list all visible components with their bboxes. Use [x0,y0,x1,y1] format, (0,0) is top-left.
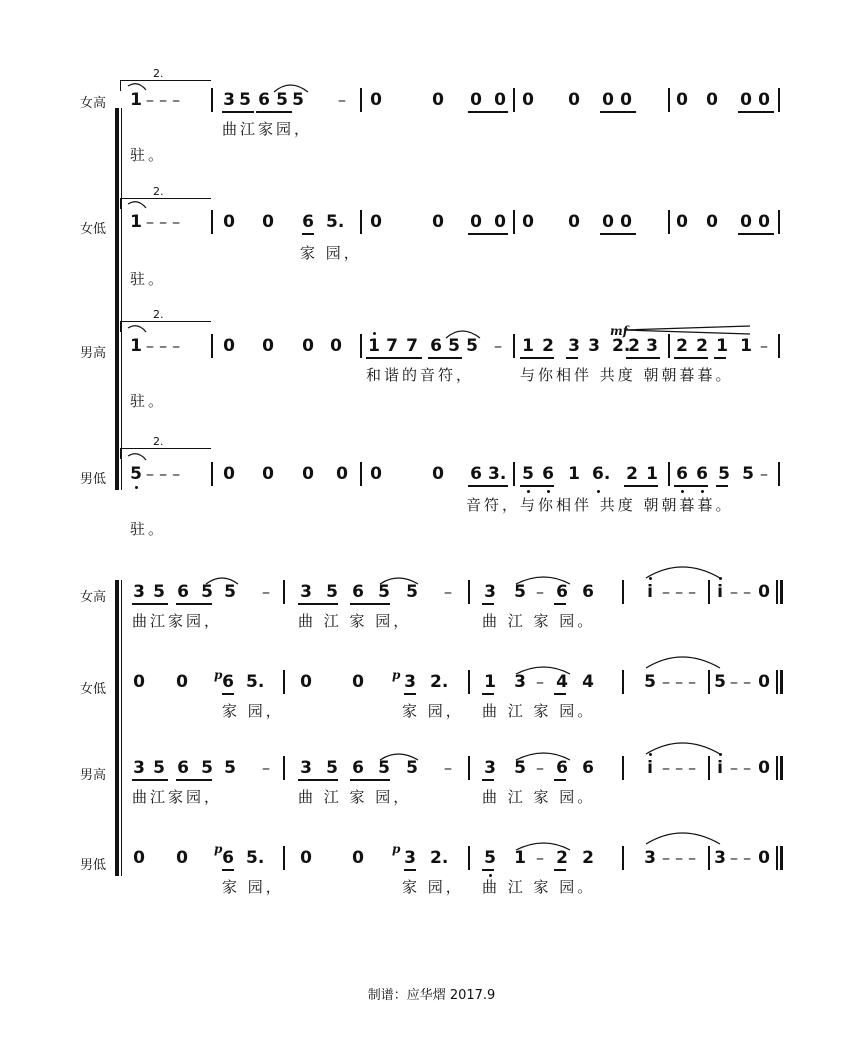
slur [380,754,418,760]
lyric-soprano-2b: 曲 江 家 园， [298,612,412,630]
lyric-soprano-2a: 曲江家园， [132,612,223,630]
volta-number: 2. [153,67,164,80]
voice-label-tenor-1: 男高 [80,346,107,361]
note: 0 [432,90,444,110]
note: 5 [292,90,304,110]
dash: – – – [662,582,697,601]
dash: – [536,758,544,777]
note: 2 [582,848,594,868]
lyric-alto-2c: 曲 江 家 园。 [482,702,596,720]
dash: – [338,90,346,109]
lyric-tenor-2c: 曲 江 家 园。 [482,788,596,806]
note: 0 [676,212,688,232]
note: 3 [404,848,416,868]
note: 1 [130,90,142,110]
note: 3 [646,336,658,356]
note: 6 [470,464,482,484]
note: 0 [370,90,382,110]
dash: – – – [146,464,181,483]
lyric-bass-2c: 曲 江 家 园。 [482,878,596,896]
note: 5 [276,90,288,110]
lyric-alto-2b: 家 园， [402,702,464,720]
lyric-bass-2a: 家 园， [222,878,284,896]
note: 4 [582,672,594,692]
voice-label-alto-1: 女低 [80,222,107,237]
note: 0 [758,758,770,778]
dash: – [494,336,502,355]
note: 6 [352,758,364,778]
note: 2. [430,672,449,692]
lyric-bass-1: 音符，与你相伴 共度 朝朝暮暮。 [466,496,734,514]
dash: – – [730,758,752,777]
note: 0 [758,212,770,232]
note: 6 [556,582,568,602]
note: 6 [430,336,442,356]
slur [128,84,146,90]
slur [516,753,570,760]
note: 6 [222,848,234,868]
note: 0 [620,212,632,232]
note: 1 [368,336,380,356]
note: 0 [336,464,348,484]
note: 0 [758,582,770,602]
lyric-tenor-1b: 与你相伴 共度 朝朝暮暮。 [520,366,734,384]
note: 5 [514,582,526,602]
note: 5 [239,90,251,110]
note: 5. [246,848,265,868]
note: 1 [568,464,580,484]
note: 0 [223,212,235,232]
note: 0 [758,848,770,868]
note-high: i [717,758,723,778]
note: 3 [714,848,726,868]
note: 5 [153,758,165,778]
note: 5 [153,582,165,602]
dash: – – – [146,212,181,231]
note: 0 [262,336,274,356]
note: 3 [484,758,496,778]
note: 3 [133,758,145,778]
volta-number: 2. [153,308,164,321]
note: 5 [326,582,338,602]
note: 1 [514,848,526,868]
note: 6 [222,672,234,692]
note: 5 [484,848,496,868]
slur [516,667,570,674]
note: 5 [714,672,726,692]
note: 0 [676,90,688,110]
end-lyric-tenor-1: 驻。 [130,392,167,410]
end-lyric-soprano-1: 驻。 [130,146,167,164]
note: 2 [628,336,640,356]
note: 4 [556,672,568,692]
note: 5 [514,758,526,778]
note: 7 [386,336,398,356]
dash: – [536,672,544,691]
note: 0 [262,464,274,484]
note: 0 [432,464,444,484]
note: 2 [556,848,568,868]
note: 0 [568,212,580,232]
lyric-alto-2a: 家 园， [222,702,284,720]
note: 3 [404,672,416,692]
dash: – – [730,582,752,601]
note: 5 [522,464,534,484]
voice-label-bass-2: 男低 [80,858,107,873]
note: 0 [706,90,718,110]
note: 3 [644,848,656,868]
note: 0 [494,212,506,232]
note-high: i [647,758,653,778]
lyric-bass-2b: 家 园， [402,878,464,896]
note: 1 [646,464,658,484]
dash: – [444,582,452,601]
note: 0 [470,90,482,110]
note: 6 [582,582,594,602]
note: 6 [177,758,189,778]
note: 3 [223,90,235,110]
note: 0 [706,212,718,232]
slur [274,85,308,92]
volta-number: 2. [153,185,164,198]
note: 6 [582,758,594,778]
dash: – – – [146,90,181,109]
note: 5 [406,758,418,778]
note: 0 [352,672,364,692]
note: 0 [176,672,188,692]
note: 6 [696,464,708,484]
note: 5 [466,336,478,356]
note: 0 [522,212,534,232]
note: 0 [176,848,188,868]
voice-label-bass-1: 男低 [80,472,107,487]
note: 5 [718,464,730,484]
note: 0 [758,90,770,110]
note: 6 [676,464,688,484]
slur [206,578,238,584]
dash: – – [730,848,752,867]
dynamic-p: p [392,668,401,682]
note: 0 [740,90,752,110]
dynamic-mf: mf [610,324,628,338]
note: 2 [696,336,708,356]
note: 5 [378,582,390,602]
end-lyric-bass-1: 驻。 [130,520,167,538]
note: 5 [224,758,236,778]
note-high: i [647,582,653,602]
tie [646,743,720,754]
dash: – – – [146,336,181,355]
lyric-alto-1: 家 园， [300,244,362,262]
note: 0 [370,212,382,232]
note: 0 [758,672,770,692]
note: 3 [300,582,312,602]
dash: – – – [662,758,697,777]
note: 2 [542,336,554,356]
note: 3 [514,672,526,692]
note: 0 [302,464,314,484]
dynamic-p: p [392,842,401,856]
voice-label-tenor-2: 男高 [80,768,107,783]
note: 1 [130,336,142,356]
dash: – [536,582,544,601]
slur [516,577,570,584]
dash: – – [730,672,752,691]
note: 2 [626,464,638,484]
note: 3. [488,464,507,484]
tie [646,833,720,844]
note: 2 [676,336,688,356]
note: 5 [406,582,418,602]
slur [128,202,146,208]
slur [128,326,146,332]
voice-label-alto-2: 女低 [80,682,107,697]
slur [128,454,146,460]
note: 0 [352,848,364,868]
note: 0 [432,212,444,232]
lyric-tenor-1a: 和谐的音符， [366,366,475,384]
dash: – [760,336,768,355]
lyric-soprano-2c: 曲 江 家 园。 [482,612,596,630]
lyric-tenor-2b: 曲 江 家 园， [298,788,412,806]
note: 0 [300,672,312,692]
dash: – [262,758,270,777]
note: 5 [201,758,213,778]
note: 6 [302,212,314,232]
note-high: i [717,582,723,602]
slur [516,843,570,850]
slur [446,331,480,338]
footer-credit: 制谱：应华熠 2017.9 [367,988,496,1003]
end-lyric-alto-1: 驻。 [130,270,167,288]
note: 5 [326,758,338,778]
volta-number: 2. [153,435,164,448]
note: 0 [330,336,342,356]
note: 0 [223,464,235,484]
dash: – [262,582,270,601]
note: 3 [133,582,145,602]
note: 3 [300,758,312,778]
note: 0 [522,90,534,110]
note: 3 [484,582,496,602]
note: 0 [602,90,614,110]
note: 0 [370,464,382,484]
voice-label-soprano-2: 女高 [80,590,107,605]
note: 5. [246,672,265,692]
dynamic-p: p [214,668,223,682]
note: 6 [177,582,189,602]
note: 5 [378,758,390,778]
note: 1 [740,336,752,356]
note: 0 [133,848,145,868]
note: 3 [588,336,600,356]
tie [646,657,720,668]
note: 5 [224,582,236,602]
note: 1 [484,672,496,692]
dash: – – – [662,848,697,867]
note: 5 [448,336,460,356]
note: 1 [130,212,142,232]
note: 0 [620,90,632,110]
dash: – [536,848,544,867]
note: 0 [133,672,145,692]
note: 2. [430,848,449,868]
dynamic-p: p [214,842,223,856]
note: 0 [494,90,506,110]
note: 6. [592,464,611,484]
note: 0 [470,212,482,232]
note: 6 [352,582,364,602]
lyric-tenor-2a: 曲江家园， [132,788,223,806]
dash: – – – [662,672,697,691]
note: 6 [258,90,270,110]
note: 5. [326,212,345,232]
note: 0 [262,212,274,232]
note: 5 [130,464,142,484]
note: 1 [716,336,728,356]
dash: – [444,758,452,777]
note: 0 [568,90,580,110]
slur [380,578,418,584]
note: 6 [542,464,554,484]
note: 2. [612,336,631,356]
note: 6 [556,758,568,778]
note: 3 [568,336,580,356]
voice-label-soprano-1: 女高 [80,96,107,111]
note: 0 [302,336,314,356]
note: 5 [201,582,213,602]
note: 0 [602,212,614,232]
note: 7 [406,336,418,356]
note: 1 [522,336,534,356]
lyric-soprano-1: 曲江家园， [222,120,313,138]
crescendo-hairpin [624,326,750,334]
note: 5 [644,672,656,692]
tie [646,567,720,578]
dash: – [760,464,768,483]
note: 0 [740,212,752,232]
note: 0 [300,848,312,868]
note: 5 [742,464,754,484]
note: 0 [223,336,235,356]
